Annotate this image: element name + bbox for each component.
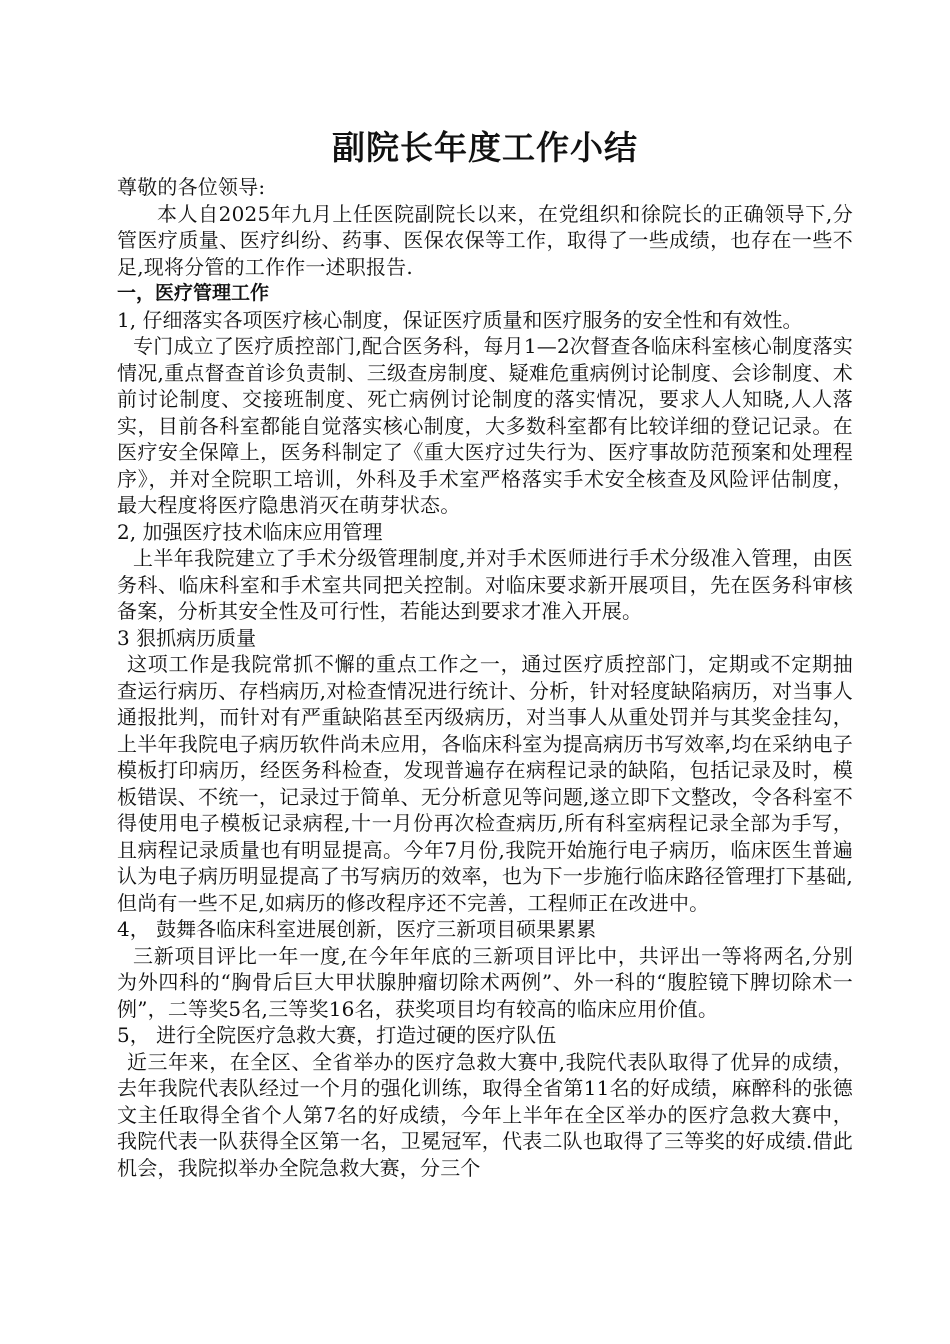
item-title: 2, 加强医疗技术临床应用管理 [117,519,383,544]
item-title: 1, 仔细落实各项医疗核心制度，保证医疗质量和医疗服务的安全性和有效性。 [117,307,803,332]
document-page [117,122,853,1181]
salutation: 尊敬的各位领导: [117,175,266,199]
item-body: 上半年我院建立了手术分级管理制度,并对手术医师进行手术分级准入管理，由医务科、临床科室和手术室共同把关控制。对临床要求新开展项目，先在医务科审核备案，分析其安全性及可行性，若能达到要求才准入开展。 [117,546,853,623]
item-title: 5， 进行全院医疗急救大赛，打造过硬的医疗队伍 [117,1023,557,1047]
item-body: 这项工作是我院常抓不懈的重点工作之一，通过医疗质控部门，定期或不定期抽查运行病历、存档病历,对检查情况进行统计、分析，针对轻度缺陷病历，对当事人通报批判，而针对有严重缺陷甚至丙级病历，对当事人从重处罚并与其奖金挂勾，上半年我院电子病历软件尚未应用，各临床科室为提高病历书写效率,均在采纳电子模板打印病历，经医务科检查，发现普遍存在病程记录的缺陷，包括记录及时，模板错误、不统一，记录过于简单、无分析意见等问题,遂立即下文整改，令各科室不得使用电子模板记录病程,十一月份再次检查病历,所有科室病程记录全部为手写，且病程记录质量也有明显提高。今年7月份,我院开始施行电子病历，临床医生普遍认为电子病历明显提高了书写病历的效率，也为下一步施行临床路径管理打下基础,但尚有一些不足,如病历的修改程序还不完善，工程师正在改进中。 [117,652,853,915]
item-title: 4， 鼓舞各临床科室进展创新，医疗三新项目硕果累累 [117,917,597,941]
document-title: 副院长年度工作小结 [332,128,638,167]
item-body: 近三年来，在全区、全省举办的医疗急救大赛中,我院代表队取得了优异的成绩，去年我院代表队经过一个月的强化训练，取得全省第11名的好成绩，麻醉科的张德文主任取得全省个人第7名的好成绩，今年上半年在全区举办的医疗急救大赛中，我院代表一队获得全区第一名，卫冕冠军，代表二队也取得了三等奖的好成绩.借此机会，我院拟举办全院急救大赛，分三个 [117,1049,853,1180]
item-title: 3 狠抓病历质量 [117,625,257,650]
item-body: 专门成立了医疗质控部门,配合医务科，每月1—2次督查各临床科室核心制度落实情况,重点督查首诊负责制、三级查房制度、疑难危重病例讨论制度、会诊制度、术前讨论制度、交接班制度、死亡病例讨论制度的落实情况，要求人人知晓,人人落实，目前各科室都能自觉落实核心制度，大多数科室都有比较详细的登记记录。在医疗安全保障上，医务科制定了《重大医疗过失行为、医疗事故防范预案和处理程序》，并对全院职工培训，外科及手术室严格落实手术安全核查及风险评估制度，最大程度将医疗隐患消灭在萌芽状态。 [117,334,853,517]
intro-paragraph: 本人自2025年九月上任医院副院长以来，在党组织和徐院长的正确领导下,分管医疗质量、医疗纠纷、药事、医保农保等工作，取得了一些成绩，也存在一些不足,现将分管的工作作一述职报告. [117,201,853,279]
section-heading: 一，医疗管理工作 [117,282,270,304]
item-body: 三新项目评比一年一度,在今年年底的三新项目评比中，共评出一等将两名,分别为外四科的“胸骨后巨大甲状腺肿瘤切除术两例”、外一科的“腹腔镜下脾切除术一例”，二等奖5名,三等奖16名，获奖项目均有较高的临床应用价值。 [117,943,853,1021]
